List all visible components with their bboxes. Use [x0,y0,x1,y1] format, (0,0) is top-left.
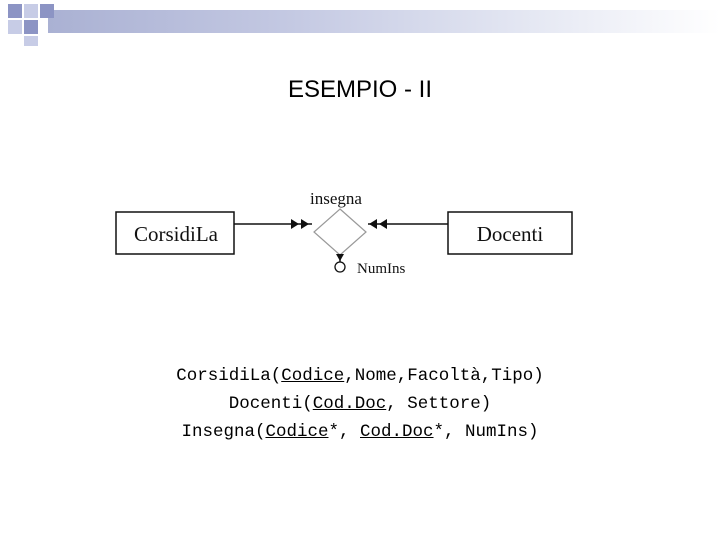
schema-text: CorsidiLa( [176,366,282,386]
attribute-connector [335,254,345,272]
entity-label-right: Docenti [476,222,544,246]
relationship-label: insegna [310,189,362,208]
schema-text: Insegna( [181,422,266,442]
entity-label-left: CorsidiLa [134,222,218,246]
slide-title: ESEMPIO - II [287,76,433,103]
schema-text: Docenti( [228,394,313,414]
connector-right [368,219,448,229]
attribute-label: NumIns [357,261,406,277]
primary-key: Codice [281,366,345,386]
relationship-diamond [314,209,366,255]
schema-text: *, NumIns) [433,422,539,442]
relational-schema [0,362,720,446]
schema-line [0,418,720,446]
primary-key: Cod.Doc [360,422,434,442]
schema-text: ,Nome,Facoltà,Tipo) [344,366,544,386]
schema-line [0,362,720,390]
attribute-circle [335,262,345,272]
schema-line [0,390,720,418]
primary-key: Codice [265,422,329,442]
schema-text: *, [328,422,360,442]
connector-left [234,219,312,229]
schema-text: , Settore) [386,394,492,414]
primary-key: Cod.Doc [312,394,387,414]
